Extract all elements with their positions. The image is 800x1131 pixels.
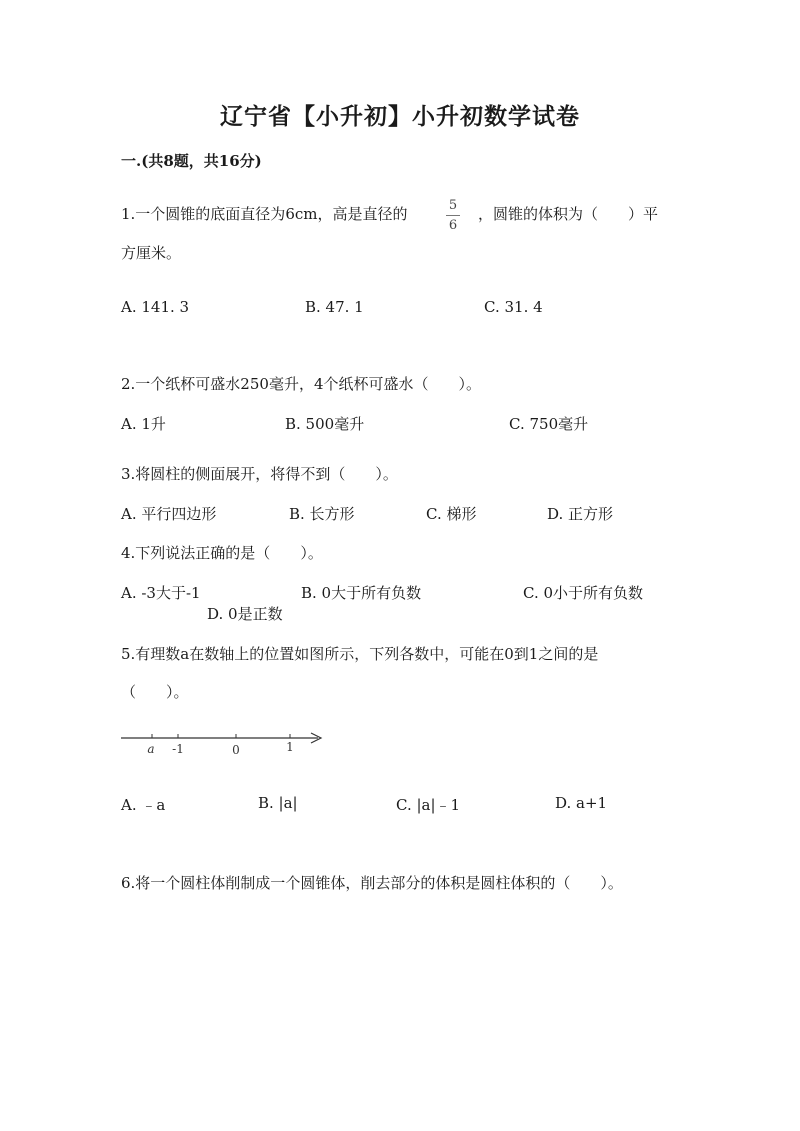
question-4-option-b[interactable]: B. 0大于所有负数: [301, 584, 422, 602]
fraction-numerator: 5: [448, 198, 458, 213]
question-3-option-a[interactable]: A. 平行四边形: [121, 505, 217, 523]
question-1-option-a[interactable]: A. 141. 3: [121, 298, 190, 316]
question-4-option-c[interactable]: C. 0小于所有负数: [523, 584, 644, 602]
fraction-bar: [446, 215, 460, 216]
question-3-option-c[interactable]: C. 梯形: [426, 505, 477, 523]
question-6-text: 6.将一个圆柱体削制成一个圆锥体，削去部分的体积是圆柱体积的（ ）。: [121, 874, 623, 892]
label-1: 1: [286, 740, 294, 754]
question-1-option-c[interactable]: C. 31. 4: [484, 298, 543, 316]
question-2-text: 2.一个纸杯可盛水250毫升，4个纸杯可盛水（ ）。: [121, 375, 481, 393]
question-4-option-a[interactable]: A. -3大于-1: [121, 584, 201, 602]
question-3-option-d[interactable]: D. 正方形: [547, 505, 614, 523]
question-3-option-b[interactable]: B. 长方形: [289, 505, 355, 523]
question-2-option-c[interactable]: C. 750毫升: [509, 415, 589, 433]
question-5-option-b[interactable]: B. |a|: [258, 794, 298, 812]
exam-title: 辽宁省【小升初】小升初数学试卷: [220, 103, 580, 130]
question-5-option-c[interactable]: C. |a|﹣1: [396, 796, 461, 814]
question-4-option-d[interactable]: D. 0是正数: [207, 605, 283, 623]
label-a: a: [147, 742, 155, 756]
question-1-text-line2: 方厘米。: [121, 244, 182, 262]
label-0: 0: [232, 743, 240, 757]
question-1-text-before: 1.一个圆锥的底面直径为6cm，高是直径的: [121, 205, 408, 223]
question-1-fraction: [446, 198, 460, 233]
number-line-figure: [118, 726, 328, 758]
question-5-text: 5.有理数a在数轴上的位置如图所示，下列各数中，可能在0到1之间的是: [121, 645, 599, 663]
fraction-denominator: 6: [448, 218, 458, 233]
section-heading: 一.(共8题，共16分): [121, 152, 262, 170]
question-1-option-b[interactable]: B. 47. 1: [305, 298, 364, 316]
question-4-text: 4.下列说法正确的是（ ）。: [121, 544, 323, 562]
question-5-option-d[interactable]: D. a+1: [555, 794, 608, 812]
question-2-option-a[interactable]: A. 1升: [121, 415, 166, 433]
question-3-text: 3.将圆柱的侧面展开，将得不到（ ）。: [121, 465, 398, 483]
label-minus-1: -1: [172, 742, 184, 756]
question-2-option-b[interactable]: B. 500毫升: [285, 415, 365, 433]
question-5-text-line2: （ ）。: [121, 683, 189, 701]
question-1-text-after: ，圆锥的体积为（ ）平: [478, 205, 659, 223]
question-5-option-a[interactable]: A. ﹣a: [121, 796, 166, 814]
